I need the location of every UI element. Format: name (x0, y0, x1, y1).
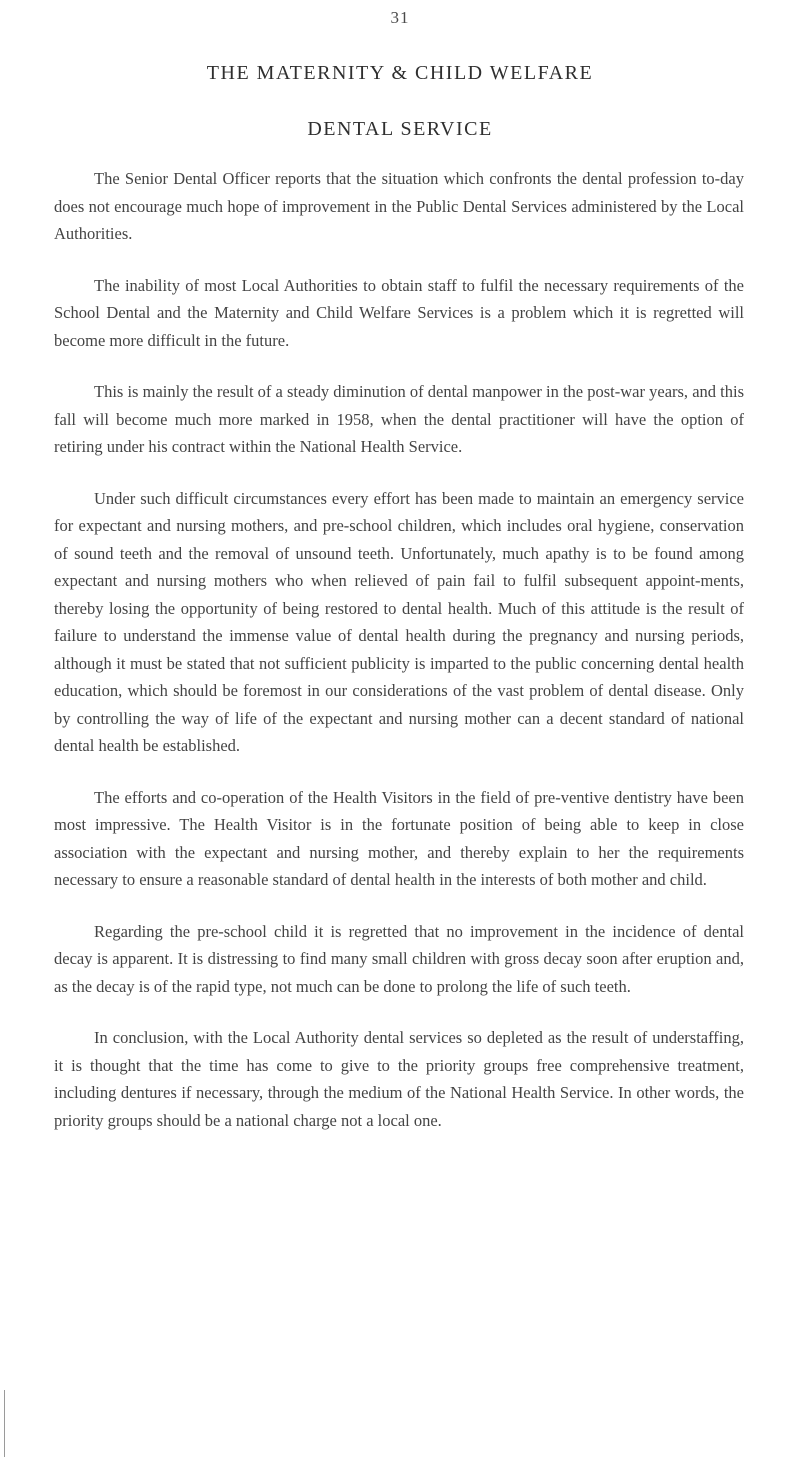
paragraph-staff-inability: The inability of most Local Authorities to obtain staff to fulfil the necessary requirements of the School Dental and the Maternity and Child Welfare Services is a problem which it is regretted will become more difficult in the future. (54, 275, 744, 350)
paragraph-conclusion: In conclusion, with the Local Authority dental services so depleted as the result of understaffing, it is thought that the time has come to give to the priority groups free comprehensive treatment, including dentures if necessary, through the medium of the National Health Service. In other words, the priority groups should be a national charge not a local one. (54, 1028, 744, 1130)
paragraph-emergency-service: Under such difficult circumstances every effort has been made to maintain an emergency service for expectant and nursing mothers, and pre-school children, which includes oral hygiene, conservation of sound teeth and the removal of unsound teeth. Unfortunately, much apathy is to be found among expectant and nursing mothers who when relieved of pain fail to fulfil subsequent appoint-ments, thereby losing the opportunity of being restored to dental health. Much of this attitude is the result of failure to understand the immense value of dental health during the pregnancy and nursing periods, although it must be stated that not sufficient publicity is imparted to the public concerning dental health education, which should be foremost in our considerations of the vast problem of dental disease. Only by controlling the way of life of the expectant and nursing mother can a decent standard of national dental health be established. (54, 488, 744, 755)
paragraph-senior-dental-officer: The Senior Dental Officer reports that the situation which confronts the dental profession to-day does not encourage much hope of improvement in the Public Dental Services administered by the Local Authorities. (54, 169, 744, 243)
paragraph-manpower-diminution: This is mainly the result of a steady diminution of dental manpower in the post-war years, and this fall will become much more marked in 1958, when the dental practitioner will have the option of retiring under his contract within the National Health Service. (54, 382, 744, 456)
scan-edge-line (4, 1390, 5, 1457)
page-number: 31 (390, 8, 410, 27)
paragraph-pre-school-child: Regarding the pre-school child it is regretted that no improvement in the incidence of dental decay is apparent. It is distressing to find many small children with gross decay soon after eruption and, as the decay is of the rapid type, not much can be done to prolong the life of such teeth. (54, 921, 744, 996)
page-title: THE MATERNITY & CHILD WELFARE (206, 62, 594, 84)
body-text (54, 165, 744, 1158)
paragraph-health-visitors: The efforts and co-operation of the Health Visitors in the field of pre-ventive dentistry have been most impressive. The Health Visitor is in the fortunate position of being able to keep in close association with the expectant and nursing mother, and thereby explain to her the requirements necessary to ensure a reasonable standard of dental health in the interests of both mother and child. (54, 787, 744, 889)
page-subtitle: DENTAL SERVICE (307, 118, 493, 140)
